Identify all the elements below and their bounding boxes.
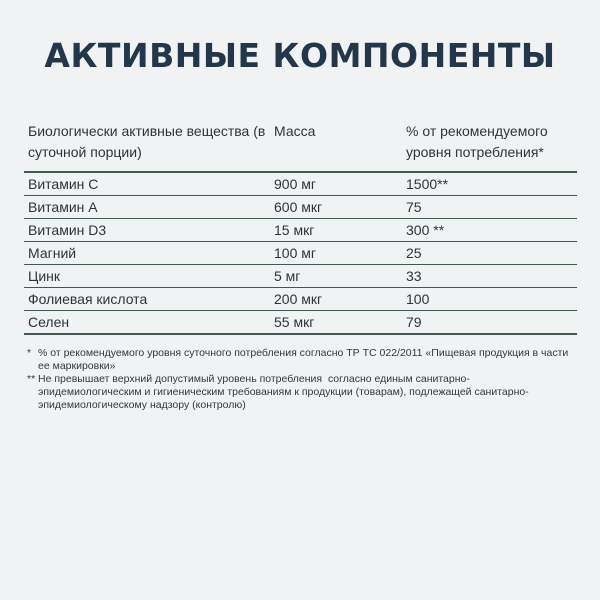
- cell-mass: 200 мкг: [274, 291, 323, 307]
- table-row: [24, 242, 577, 265]
- header-mass: Масса: [274, 123, 316, 139]
- footnote-mark: **: [27, 373, 36, 385]
- cell-mass: 55 мкг: [274, 314, 315, 330]
- table-row: [24, 196, 577, 219]
- table-header: [24, 121, 577, 169]
- cell-substance: Витамин D3: [28, 222, 107, 238]
- cell-percent: 100: [406, 291, 430, 307]
- cell-percent: 79: [406, 314, 422, 330]
- header-substance: Биологически активные вещества (в суточной порции): [28, 123, 266, 160]
- cell-percent: 33: [406, 268, 422, 284]
- cell-percent: 25: [406, 245, 422, 261]
- cell-mass: 15 мкг: [274, 222, 315, 238]
- page-title: АКТИВНЫЕ КОМПОНЕНТЫ: [44, 36, 556, 75]
- cell-mass: 600 мкг: [274, 199, 323, 215]
- cell-mass: 100 мг: [274, 245, 316, 261]
- components-table: [24, 121, 577, 335]
- cell-substance: Цинк: [28, 268, 61, 284]
- cell-mass: 5 мг: [274, 268, 301, 284]
- cell-percent: 1500**: [406, 176, 449, 192]
- cell-percent: 75: [406, 199, 422, 215]
- cell-substance: Магний: [28, 245, 77, 261]
- header-percent: % от рекомендуемого уровня потребления*: [406, 123, 548, 160]
- footnote-mark: *: [27, 347, 32, 359]
- footnote-text: Не превышает верхний допустимый уровень потребления согласно единым санитарно-эпидемиологическим и гигиеническим требованиям к продукции (товарам), подлежащей санитарно-эпидемиологическому надзору (контролю): [38, 373, 529, 411]
- cell-mass: 900 мг: [274, 176, 316, 192]
- cell-substance: Селен: [28, 314, 70, 330]
- table-row: [24, 219, 577, 242]
- table-row: [24, 173, 577, 196]
- footnote-text: % от рекомендуемого уровня суточного потребления согласно ТР ТС 022/2011 «Пищевая продукция в части ее маркировки»: [38, 347, 572, 372]
- cell-percent: 300 **: [406, 222, 445, 238]
- cell-substance: Витамин С: [28, 176, 99, 192]
- cell-substance: Витамин А: [28, 199, 98, 215]
- footnotes: [27, 347, 572, 412]
- cell-substance: Фолиевая кислота: [28, 291, 148, 307]
- table-row: [24, 311, 577, 335]
- footnote: [27, 347, 572, 373]
- footnote: [27, 373, 572, 412]
- table-row: [24, 265, 577, 288]
- table-row: [24, 288, 577, 311]
